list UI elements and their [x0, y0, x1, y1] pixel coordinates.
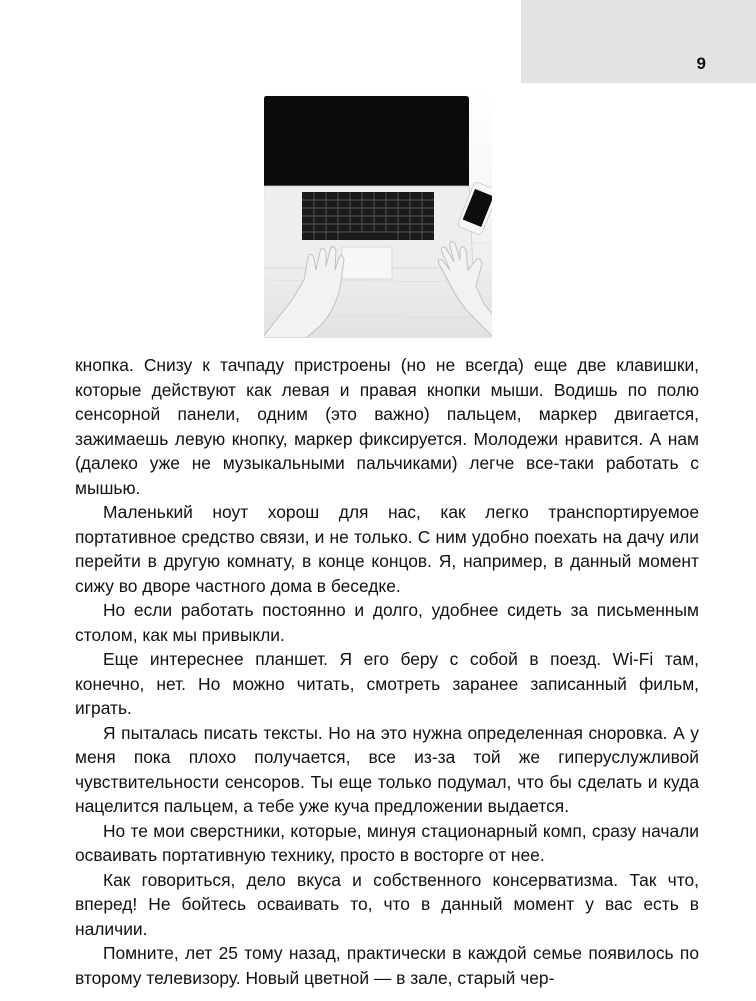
paragraph-5: Я пыталась писать тексты. Но на это нужна определенная сноровка. А у меня пока плохо получается, все из-за той же гиперуслужливой чувствительности сенсоров. Ты еще только подумал, что бы сделать и куда нацелится пальцем, а тебе уже куча предложении выдается. [75, 722, 699, 816]
body-text [75, 353, 699, 990]
laptop-trackpad [342, 247, 392, 279]
paragraph-6: Но те мои сверстники, которые, минуя стационарный комп, сразу начали осваивать портативную технику, просто в восторге от нее. [75, 820, 699, 865]
paragraph-8: Помните, лет 25 тому назад, практически в каждой семье появилось по второму телевизору. Новый цветной — в зале, старый чер- [75, 943, 699, 988]
paragraph-3: Но если работать постоянно и долго, удобнее сидеть за письменным столом, как мы привыкли. [75, 600, 699, 645]
page-number: 9 [696, 54, 706, 73]
page-number-badge [521, 0, 756, 83]
laptop-screen [264, 96, 469, 186]
laptop-typing-photo [264, 90, 492, 338]
paragraph-7: Как говориться, дело вкуса и собственного консерватизма. Так что, вперед! Не бойтесь осваивать то, что в данный момент у вас есть в наличии. [75, 869, 699, 939]
paragraph-2: Маленький ноут хорош для нас, как легко транспортируемое портативное средство связи, и не только. С ним удобно поехать на дачу или перейти в другую комнату, в конце концов. Я, например, в данный момент сижу во дворе частного дома в беседке. [75, 502, 699, 596]
paragraph-1: кнопка. Снизу к тачпаду пристроены (но не всегда) еще две клавишки, которые действуют как левая и правая кнопки мыши. Водишь по полю сенсорной панели, одним (это важно) пальцем, маркер двигается, зажимаешь левую кнопку, маркер фиксируется. Молодежи нравится. А нам (далеко уже не музыкальными пальчиками) легче все-таки работать с мышью. [75, 355, 699, 498]
paragraph-4: Еще интереснее планшет. Я его беру с собой в поезд. Wi-Fi там, конечно, нет. Но можно читать, смотреть заранее записанный фильм, играть. [75, 649, 699, 718]
